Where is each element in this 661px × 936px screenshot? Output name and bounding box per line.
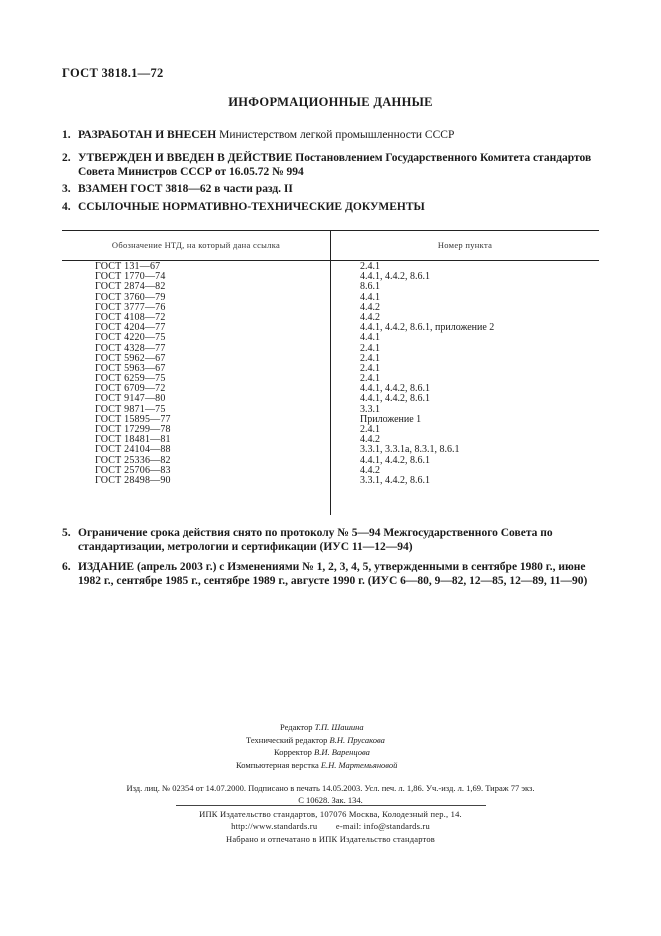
table-cell-document: ГОСТ 131—67 <box>95 261 161 272</box>
item-2 <box>62 151 607 179</box>
table-cell-document: ГОСТ 25706—83 <box>95 464 171 476</box>
table-cell-section: 2.4.1 <box>360 342 380 354</box>
table-cell-document: ГОСТ 17299—78 <box>95 424 171 435</box>
table-cell-section: 4.4.1, 4.4.2, 8.6.1, приложение 2 <box>360 322 495 334</box>
table-cell-document: ГОСТ 9871—75 <box>95 403 166 415</box>
table-cell-section: Приложение 1 <box>360 413 422 425</box>
table-cell-document: ГОСТ 4220—75 <box>95 332 166 344</box>
publisher-info <box>0 808 661 845</box>
table-cell-document: ГОСТ 5962—67 <box>95 352 166 364</box>
table-cell-section: 4.4.1, 4.4.2, 8.6.1 <box>360 393 430 405</box>
table-cell-section: 2.4.1 <box>360 352 380 364</box>
table-row <box>62 476 599 486</box>
item-text: Постановлением Государственного Комитета стандартов Совета Министров СССР от 16.05.72 № 994 <box>78 152 592 178</box>
table-cell-section: 4.4.1, 4.4.2, 8.6.1 <box>360 454 430 466</box>
table-cell-section: 4.4.2 <box>360 311 380 323</box>
table-cell-document: ГОСТ 15895—77 <box>95 413 171 425</box>
table-cell-document: ГОСТ 2874—82 <box>95 281 166 293</box>
item-heading: ВЗАМЕН ГОСТ 3818—62 в части разд. II <box>78 183 293 195</box>
page-title: ИНФОРМАЦИОННЫЕ ДАННЫЕ <box>228 95 433 109</box>
item-1 <box>62 128 607 142</box>
item-3 <box>62 182 607 196</box>
credit-proofreader: Корректор В.И. Варенцова <box>274 747 370 757</box>
table-cell-document: ГОСТ 18481—81 <box>95 434 171 446</box>
publisher-address: ИПК Издательство стандартов, 107076 Москва, Колодезный пер., 14. <box>199 809 462 819</box>
table-cell-section: 2.4.1 <box>360 424 380 435</box>
table-row <box>62 333 599 343</box>
credit-layout: Компьютерная верстка Е.Н. Мартемьяновой <box>236 759 398 770</box>
table-cell-document: ГОСТ 3760—79 <box>95 291 166 303</box>
table-body <box>62 262 599 486</box>
table-cell-document: ГОСТ 4328—77 <box>95 342 166 354</box>
table-cell-document: ГОСТ 28498—90 <box>95 474 171 486</box>
item-heading: УТВЕРЖДЕН И ВВЕДЕН В ДЕЙСТВИЕ <box>78 152 293 164</box>
table-cell-section: 4.4.2 <box>360 434 380 446</box>
table-cell-section: 8.6.1 <box>360 281 380 293</box>
table-cell-section: 4.4.1, 4.4.2, 8.6.1 <box>360 383 430 395</box>
table-cell-section: 4.4.1 <box>360 291 380 303</box>
table-cell-document: ГОСТ 1770—74 <box>95 271 166 283</box>
document-id: ГОСТ 3818.1—72 <box>62 66 164 80</box>
table-cell-document: ГОСТ 6709—72 <box>95 383 166 395</box>
table-cell-section: 3.3.1, 4.4.2, 8.6.1 <box>360 474 430 486</box>
table-cell-document: ГОСТ 24104—88 <box>95 444 171 456</box>
credit-tech-editor: Технический редактор В.Н. Прусакова <box>246 734 385 745</box>
item-6 <box>62 560 607 588</box>
table-cell-section: 4.4.2 <box>360 301 380 313</box>
item-text: ИЗДАНИЕ (апрель 2003 г.) с Изменениями № 1, 2, 3, 4, 5, утвержденными в сентябре 1980 г., июне 1982 г., сентябре 1985 г., сентябре 1989 г., августе 1990 г. (ИУС 6—80, 9—82, 12—85, 12—89, 11—90) <box>78 561 588 587</box>
table-cell-section: 2.4.1 <box>360 362 380 374</box>
credit-editor: Редактор Т.П. Шашина <box>280 722 364 732</box>
item-number: 6. <box>62 561 71 573</box>
table-cell-section: 3.3.1, 3.3.1а, 8.3.1, 8.6.1 <box>360 444 460 456</box>
item-number: 4. <box>62 201 71 213</box>
table-header-section: Номер пункта <box>437 240 493 250</box>
item-number: 3. <box>62 183 71 195</box>
table-cell-section: 2.4.1 <box>360 373 380 385</box>
table-cell-section: 3.3.1 <box>360 403 380 415</box>
table-header-document: Обозначение НТД, на который дана ссылка <box>111 240 281 250</box>
item-number: 1. <box>62 129 71 141</box>
table-cell-section: 4.4.1 <box>360 332 380 344</box>
table-cell-section: 4.4.1, 4.4.2, 8.6.1 <box>360 271 430 283</box>
table-cell-section: 4.4.2 <box>360 464 380 476</box>
publication-info-line-1: Изд. лиц. № 02354 от 14.07.2000. Подписано в печать 14.05.2003. Усл. печ. л. 1,86. Уч.-изд. л. 1,69. Тираж 77 экз. <box>126 783 535 793</box>
table-cell-document: ГОСТ 4108—72 <box>95 311 166 323</box>
publisher-rule <box>176 805 486 806</box>
item-number: 5. <box>62 527 71 539</box>
table-cell-document: ГОСТ 9147—80 <box>95 393 166 405</box>
publication-info-line-2: С 10628. Зак. 134. <box>298 795 363 805</box>
table-cell-document: ГОСТ 5963—67 <box>95 362 166 374</box>
item-heading: ССЫЛОЧНЫЕ НОРМАТИВНО-ТЕХНИЧЕСКИЕ ДОКУМЕНТЫ <box>78 201 425 213</box>
table-cell-document: ГОСТ 3777—76 <box>95 301 166 313</box>
item-heading: РАЗРАБОТАН И ВНЕСЕН <box>78 129 217 141</box>
item-text: Ограничение срока действия снято по протоколу № 5—94 Межгосударственного Совета по стандартизации, метрологии и сертификации (ИУС 11—12—94) <box>78 527 553 553</box>
item-5 <box>62 526 607 554</box>
item-text: Министерством легкой промышленности СССР <box>216 129 455 141</box>
item-4 <box>62 200 607 214</box>
item-number: 2. <box>62 152 71 164</box>
publication-info <box>0 782 661 806</box>
publisher-contacts: http://www.standards.ru e-mail: info@standards.ru <box>231 821 430 832</box>
table-cell-document: ГОСТ 25336—82 <box>95 454 171 466</box>
table-cell-document: ГОСТ 4204—77 <box>95 322 166 334</box>
table-cell-document: ГОСТ 6259—75 <box>95 373 166 385</box>
publisher-printed-by: Набрано и отпечатано в ИПК Издательство стандартов <box>225 833 436 844</box>
table-cell-section: 2.4.1 <box>360 261 380 272</box>
